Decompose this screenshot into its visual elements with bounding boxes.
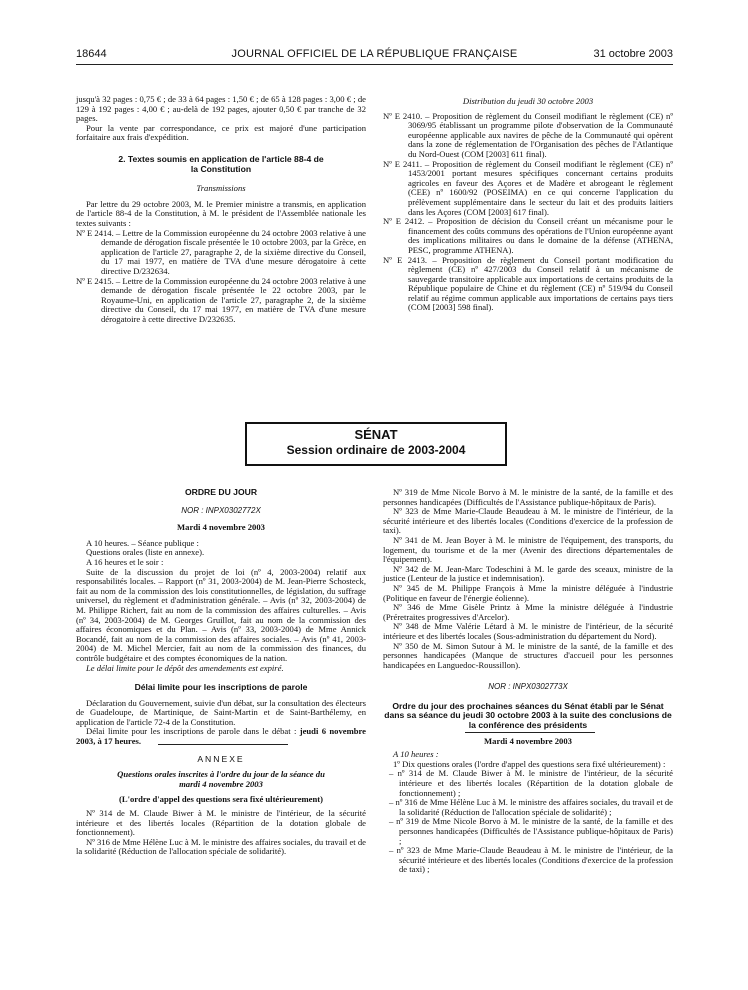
dash-item: – nº 323 de Mme Marie-Claude Beaudeau à M. le ministre de l'intérieur, de la sécurité intérieure et des libertés locales (Conditions d'exercice de la profession de taxi) ; bbox=[389, 845, 673, 875]
right-bottom-column bbox=[383, 488, 673, 875]
annexe-title: ANNEXE bbox=[197, 753, 245, 764]
paragraph: A 16 heures et le soir : bbox=[86, 556, 164, 567]
hour-label: A 10 heures : bbox=[393, 749, 439, 760]
paragraph: Déclaration du Gouvernement, suivie d'un débat, sur la consultation des électeurs de Guadeloupe, de Martinique, de Saint-Martin et de Saint-Barthélemy, en application de l'article 72-4 de la Constitution. bbox=[76, 697, 366, 727]
distribution-heading: Distribution du jeudi 30 octobre 2003 bbox=[462, 96, 594, 106]
prochaines-seances-title: Ordre du jour des prochaines séances du Sénat établi par le Sénat dans sa séance du jeudi 30 octobre 2003 à la suite des conclusions de la conférence des présidents bbox=[384, 700, 672, 731]
question-item: Nº 323 de Mme Marie-Claude Beaudeau à M. le ministre de l'intérieur, de la sécurité intérieure et des libertés locales (Conditions d'exercice de la profession de taxi). bbox=[383, 506, 673, 536]
nor-reference: NOR : INPX0302773X bbox=[488, 682, 568, 692]
divider bbox=[465, 732, 595, 733]
session-date: Mardi 4 novembre 2003 bbox=[484, 735, 572, 746]
dash-item: – nº 319 de Mme Nicole Borvo à M. le ministre de la santé, de la famille et des personnes handicapées (Difficultés de l'Assistance publique-hôpitaux de Paris) ; bbox=[389, 816, 673, 846]
page-header bbox=[76, 48, 673, 64]
question-item: Nº 342 de M. Jean-Marc Todeschini à M. le garde des sceaux, ministre de la justice (Lenteur de la justice et indemnisation). bbox=[383, 563, 673, 584]
questions-intro: 1º Dix questions orales (l'ordre d'appel des questions sera fixé ultérieurement) : bbox=[393, 758, 666, 769]
deadline-date: jeudi 6 novembre 2003, à 17 heures. bbox=[76, 726, 366, 747]
paragraph: A 10 heures. – Séance publique : bbox=[86, 537, 199, 548]
amendment-note: Le délai limite pour le dépôt des amendements est expiré. bbox=[86, 662, 284, 673]
divider bbox=[158, 744, 288, 745]
session-date: Mardi 4 novembre 2003 bbox=[177, 522, 265, 533]
annexe-subtitle: Questions orales inscrites à l'ordre du jour de la séance du mardi 4 novembre 2003 bbox=[117, 769, 325, 789]
nor-reference: NOR : INPX0302772X bbox=[181, 505, 261, 515]
text-item: Nº E 2414. – Lettre de la Commission européenne du 24 octobre 2003 relative à une demande de dérogation fiscale présentée le 10 octobre 2003, par la Grèce, en application de l'article 27, paragraphe 2, de la sixième directive du Conseil, du 17 mai 1977, en matière de TVA d'une mesure dérogatoire à cette directive D/232634. bbox=[76, 227, 366, 276]
text-item: Nº E 2415. – Lettre de la Commission européenne du 24 octobre 2003 relative à une demande de dérogation fiscale présentée le 22 octobre 2003, par le Royaume-Uni, en application de l'article 27, paragraphe 2, de la sixième directive du Conseil, du 17 mai 1977, en matière de TVA d'une mesure dérogatoire à cette directive D/232635. bbox=[76, 275, 366, 324]
dash-item: – nº 316 de Mme Hélène Luc à M. le ministre des affaires sociales, du travail et de la solidarité (Réduction de l'allocation spéciale de solidarité) ; bbox=[389, 797, 673, 817]
dash-item: – nº 314 de M. Claude Biwer à M. le ministre de l'intérieur, de la sécurité intérieure et des libertés locales (Répartition de la dotation globale de fonctionnement) ; bbox=[389, 768, 673, 798]
session-subtitle: Session ordinaire de 2003-2004 bbox=[286, 443, 466, 457]
question-item: Nº 350 de M. Simon Sutour à M. le ministre de la santé, de la famille et des personnes handicapées (Manque de structures d'accueil pour les personnes handicapées en Languedoc-Roussillon). bbox=[383, 640, 673, 670]
deadline-label: Délai limite pour les inscriptions de parole dans le débat : bbox=[86, 726, 300, 737]
question-item: Nº 314 de M. Claude Biwer à M. le ministre de l'intérieur, de la sécurité intérieure et des libertés locales (Répartition de la dotation globale de fonctionnement). bbox=[76, 808, 366, 838]
paragraph: Suite de la discussion du projet de loi (nº 4, 2003-2004) relatif aux responsabilités locales. – Rapport (nº 31, 2003-2004) de M. Jean-Pierre Schosteck, fait au nom de la commission des lois constitutionnelles, de législation, du suffrage universel, du règlement et d'administration générale. – Avis (nº 32, 2003-2004) de M. Philippe Richert, fait au nom de la commission des affaires culturelles. – Avis (nº 34, 2003-2004) de M. Georges Gruillot, fait au nom de la commission des affaires économiques et du Plan. – Avis (nº 33, 2003-2004) de Mme Annick Bocandé, fait au nom de la commission des affaires sociales. – Avis (nº 41, 2003-2004) de M. Michel Mercier, fait au nom de la commission des finances, du contrôle budgétaire et des comptes économiques de la nation. bbox=[76, 566, 366, 663]
ordre-appel-note: (L'ordre d'appel des questions sera fixé ultérieurement) bbox=[118, 794, 323, 805]
price-list: jusqu'à 32 pages : 0,75 € ; de 33 à 64 pages : 1,50 € ; de 65 à 128 pages : 3,00 € ; de 129 à 192 pages : 4,00 € ; au-delà de 192 pages, ajouter 0,50 € par tranche de 32 pages. bbox=[76, 94, 366, 124]
text-item: Nº E 2410. – Proposition de règlement du Conseil modifiant le règlement (CE) nº 3069/95 établissant un programme pilote d'observation de la Communauté européenne applicable aux navires de pêche de la Communauté qui opèrent dans la zone de réglementation de l'Organisation des pêches de l'Atlantique du Nord-Ouest (COM [2003] 611 final). bbox=[383, 110, 673, 159]
transmission-intro: Par lettre du 29 octobre 2003, M. le Premier ministre a transmis, en application de l'article 88-4 de la Constitution, à M. le président de l'Assemblée nationale les textes suivants : bbox=[76, 198, 366, 228]
section-title: 2. Textes soumis en application de l'article 88-4 de la Constitution bbox=[118, 153, 324, 174]
question-item: Nº 319 de Mme Nicole Borvo à M. le ministre de la santé, de la famille et des personnes handicapées (Difficultés de l'Assistance publique-hôpitaux de Paris). bbox=[383, 487, 673, 507]
text-item: Nº E 2412. – Proposition de décision du Conseil créant un mécanisme pour le financement des coûts communs des opérations de l'Union européenne ayant des implications militaires ou dans le domaine de la défense (ATHENA, PESC, programme ATHENA). bbox=[383, 216, 673, 255]
left-top-column bbox=[76, 95, 366, 324]
question-item: Nº 316 de Mme Hélène Luc à M. le ministre des affaires sociales, du travail et de la solidarité (Réduction de l'allocation spéciale de solidarité). bbox=[76, 836, 366, 857]
paragraph: Questions orales (liste en annexe). bbox=[86, 547, 205, 558]
question-item: Nº 346 de Mme Gisèle Printz à Mme la ministre déléguée à l'industrie (Préretraites progressives d'Arcelor). bbox=[383, 602, 673, 622]
text-item: Nº E 2411. – Proposition de règlement du Conseil modifiant le règlement (CE) nº 1453/2001 portant mesures spécifiques concernant certains produits agricoles en faveur des Açores et de Madère et abrogeant le règlement (CEE) nº 1600/92 (POSEIMA) en ce qui concerne l'application du prélèvement supplémentaire dans le secteur du lait et des produits laitiers dans les Açores (COM [2003] 617 final). bbox=[383, 158, 673, 217]
transmissions-heading: Transmissions bbox=[196, 183, 246, 194]
ordre-du-jour-title: ORDRE DU JOUR bbox=[184, 487, 258, 497]
senat-banner bbox=[245, 422, 507, 466]
question-item: Nº 345 de M. Philippe François à Mme la ministre déléguée à l'industrie (Politique en faveur de l'énergie éolienne). bbox=[383, 582, 673, 603]
mail-note: Pour la vente par correspondance, ce prix est majoré d'une participation forfaitaire aux frais d'expédition. bbox=[76, 122, 366, 143]
page-number: 18644 bbox=[76, 48, 107, 60]
header-date: 31 octobre 2003 bbox=[593, 48, 673, 60]
question-item: Nº 348 de Mme Valérie Létard à M. le ministre de l'intérieur, de la sécurité intérieure et des libertés locales (Sous-administration du département du Nord). bbox=[383, 621, 673, 641]
text-item: Nº E 2413. – Proposition de règlement du Conseil portant modification du règlement (CE) nº 427/2003 du Conseil relatif à un mécanisme de sauvegarde transitoire applicable aux importations de certains produits de la République populaire de Chine et du règlement (CE) nº 519/94 du Conseil relatif au régime commun applicable aux importations de certains pays tiers (COM [2003] 598 final). bbox=[383, 254, 673, 313]
question-item: Nº 341 de M. Jean Boyer à M. le ministre de l'équipement, des transports, du logement, du tourisme et de la mer (Avenir des directions départementales de l'équipement). bbox=[383, 534, 673, 565]
delai-title: Délai limite pour les inscriptions de parole bbox=[134, 682, 308, 693]
senat-title: SÉNAT bbox=[354, 427, 398, 442]
right-top-column bbox=[383, 97, 673, 313]
left-bottom-column bbox=[76, 488, 366, 857]
header-rule bbox=[76, 64, 673, 65]
journal-title: JOURNAL OFFICIEL DE LA RÉPUBLIQUE FRANÇAISE bbox=[231, 48, 518, 60]
